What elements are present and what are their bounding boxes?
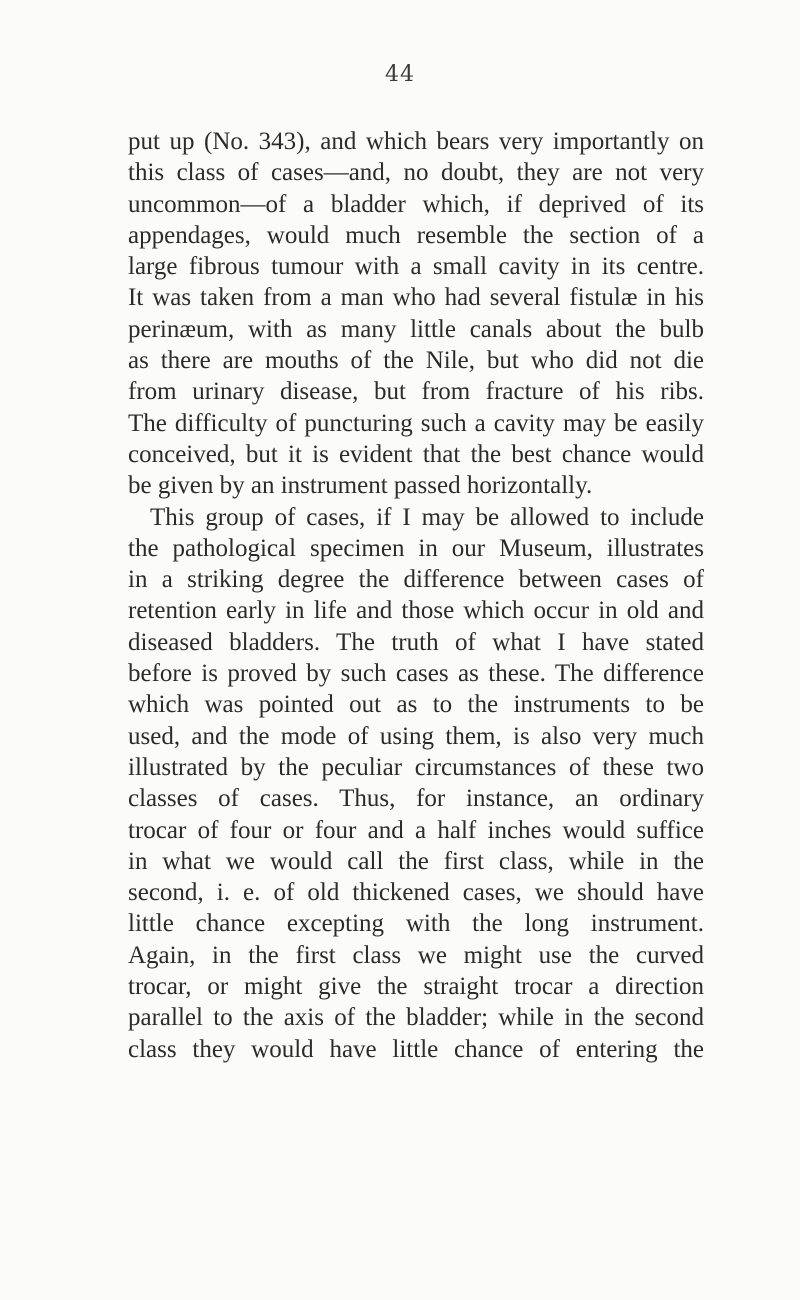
text-line: illustrated by the peculiar circumstances of these two [128, 753, 704, 781]
text-line: perinæum, with as many little canals about the bulb [128, 315, 704, 343]
text-line: which was pointed out as to the instruments to be [128, 691, 704, 719]
text-line: large fibrous tumour with a small cavity in its centre. [128, 253, 704, 281]
body-text [128, 126, 704, 1065]
text-line: as there are mouths of the Nile, but who did not die [128, 347, 704, 375]
text-line: trocar, or might give the straight trocar a direction [128, 973, 704, 1001]
text-line: classes of cases. Thus, for instance, an ordinary [128, 785, 704, 813]
text-line: before is proved by such cases as these. The difference [128, 660, 704, 688]
text-line: this class of cases—and, no doubt, they are not very [128, 159, 704, 187]
text-line: little chance excepting with the long instrument. [128, 910, 704, 938]
text-line: class they would have little chance of entering the [128, 1035, 704, 1063]
text-line: in a striking degree the difference between cases of [128, 566, 704, 594]
text-line: It was taken from a man who had several fistulæ in his [128, 284, 704, 312]
text-line: appendages, would much resemble the section of a [128, 221, 704, 249]
text-line: conceived, but it is evident that the best chance would [128, 440, 704, 468]
text-line: uncommon—of a bladder which, if deprived of its [128, 190, 704, 218]
text-line: retention early in life and those which occur in old and [128, 597, 704, 625]
text-line: in what we would call the first class, while in the [128, 847, 704, 875]
text-line: used, and the mode of using them, is also very much [128, 722, 704, 750]
text-line: The difficulty of puncturing such a cavity may be easily [128, 409, 704, 437]
text-line: diseased bladders. The truth of what I have stated [128, 628, 704, 656]
text-line: trocar of four or four and a half inches would suffice [128, 816, 704, 844]
text-line: second, i. e. of old thickened cases, we should have [128, 879, 704, 907]
text-line: This group of cases, if I may be allowed to include [150, 503, 704, 531]
text-line: the pathological specimen in our Museum, illustrates [128, 534, 704, 562]
text-line: parallel to the axis of the bladder; while in the second [128, 1004, 704, 1032]
text-line: be given by an instrument passed horizontally. [128, 472, 593, 500]
text-line: Again, in the first class we might use the curved [128, 941, 704, 969]
text-line: from urinary disease, but from fracture of his ribs. [128, 378, 704, 406]
text-line: put up (No. 343), and which bears very importantly on [128, 128, 704, 155]
page-number: 44 [385, 62, 415, 87]
